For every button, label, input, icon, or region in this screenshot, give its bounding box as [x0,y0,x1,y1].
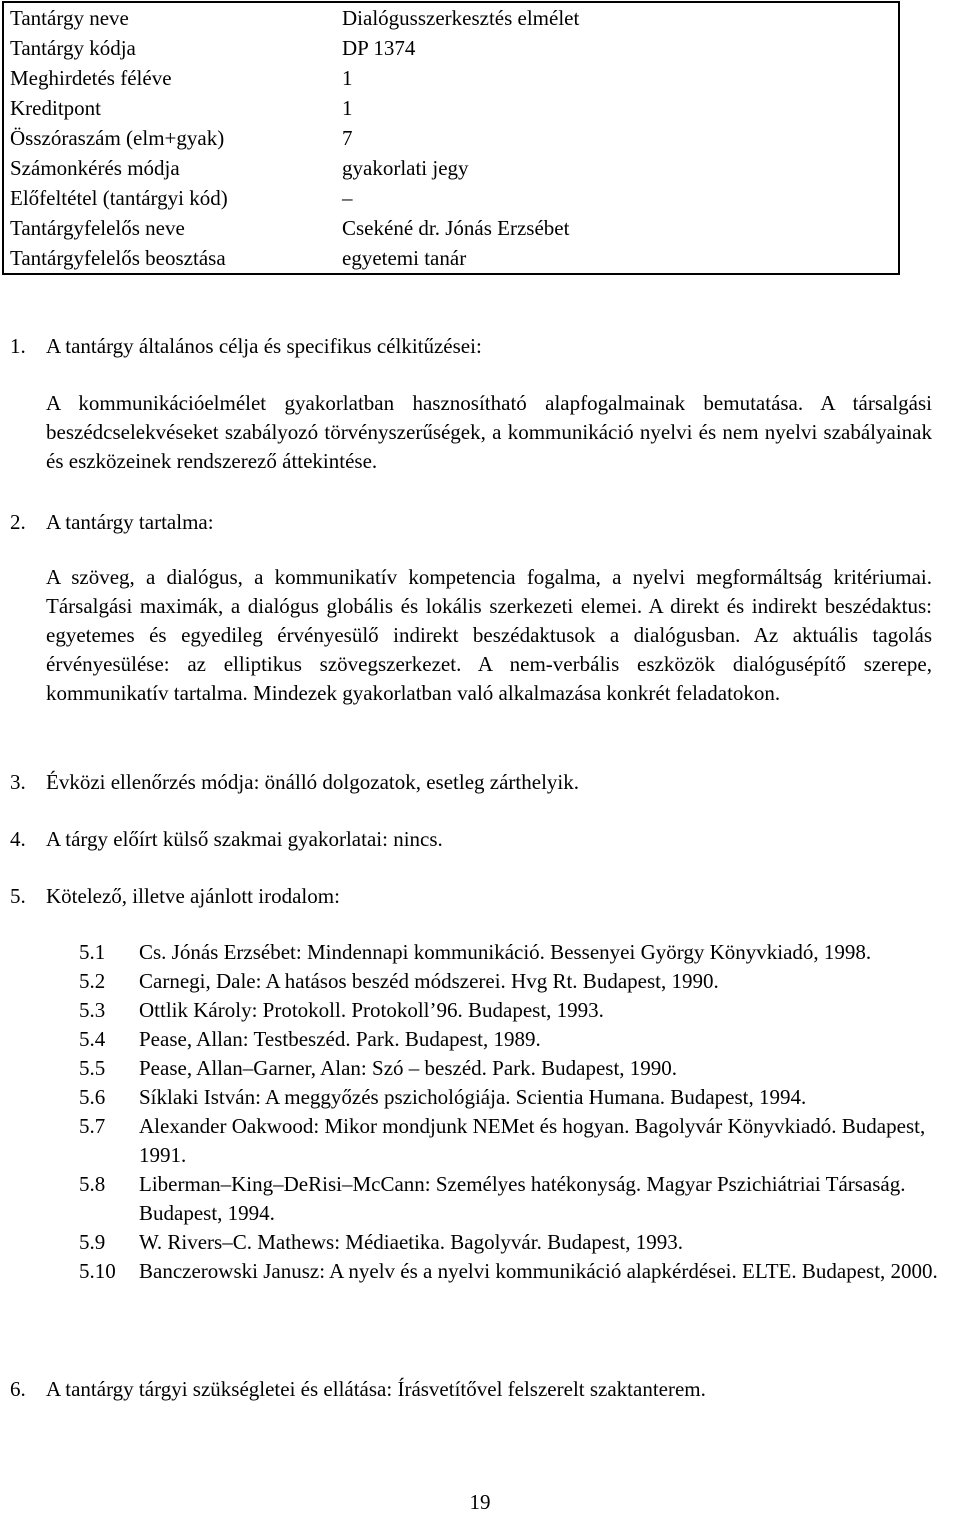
prerequisite-value: – [342,186,353,210]
credit-value: 1 [342,96,353,120]
semester-value: 1 [342,66,353,90]
table-row [3,93,899,123]
reference-text: W. Rivers–C. Mathews: Médiaetika. Bagolyvár. Budapest, 1993. [139,1230,683,1254]
section-title: Kötelező, illetve ajánlott irodalom: [46,884,340,908]
reference-text: Pease, Allan–Garner, Alan: Szó – beszéd. Park. Budapest, 1990. [139,1056,678,1080]
reference-list [79,938,959,1286]
course-name-label: Tantárgy neve [10,6,129,30]
section-1-heading [10,332,482,360]
section-paragraph: A kommunikációelmélet gyakorlatban hasznosítható alapfogalmainak bemutatása. A társalgási beszédcselekvéseket szabályozó törvényszerűségek, a kommunikáció nyelvi és nem nyelvi szabályainak és eszközeinek rendszerező áttekintése. [46,391,932,473]
section-2-heading [10,508,214,536]
section-title: A tantárgy tartalma: [46,510,214,534]
list-item [79,1112,959,1170]
responsible-position-value: egyetemi tanár [342,246,467,270]
reference-text: Pease, Allan: Testbeszéd. Park. Budapest, 1989. [139,1027,541,1051]
reference-number: 5.5 [79,1056,106,1080]
table-row [3,2,899,33]
page-number: 19 [469,1490,491,1514]
section-3-heading [10,768,579,796]
reference-text: Liberman–King–DeRisi–McCann: Személyes hatékonyság. Magyar Pszichiátriai Társaság. Budapest, 1994. [139,1172,906,1225]
reference-text: Síklaki István: A meggyőzés pszichológiája. Scientia Humana. Budapest, 1994. [139,1085,807,1109]
list-item [79,1170,959,1228]
total-hours-value: 7 [342,126,353,150]
reference-number: 5.3 [79,998,106,1022]
reference-number: 5.2 [79,969,106,993]
course-code-value: DP 1374 [342,36,416,60]
reference-number: 5.10 [79,1259,116,1283]
credit-label: Kreditpont [10,96,101,120]
reference-text: Cs. Jónás Erzsébet: Mindennapi kommunikáció. Bessenyei György Könyvkiadó, 1998. [139,940,872,964]
list-item [79,1054,959,1083]
section-title: Évközi ellenőrzés módja: önálló dolgozatok, esetleg zárthelyik. [46,770,579,794]
section-6-heading [10,1375,706,1403]
assessment-value: gyakorlati jegy [342,156,469,180]
table-row [3,63,899,93]
course-code-label: Tantárgy kódja [10,36,136,60]
section-number: 4. [10,827,26,851]
responsible-position-label: Tantárgyfelelős beosztása [10,246,226,270]
table-row [3,33,899,63]
reference-number: 5.9 [79,1230,106,1254]
section-number: 3. [10,770,26,794]
list-item [79,1228,959,1257]
table-row [3,123,899,153]
reference-text: Alexander Oakwood: Mikor mondjunk NEMet és hogyan. Bagolyvár Könyvkiadó. Budapest, 1991. [139,1114,926,1167]
section-4-heading [10,825,443,853]
reference-number: 5.6 [79,1085,106,1109]
section-5-heading [10,882,340,910]
section-number: 5. [10,884,26,908]
total-hours-label: Összóraszám (elm+gyak) [10,126,225,150]
reference-text: Banczerowski Janusz: A nyelv és a nyelvi kommunikáció alapkérdései. ELTE. Budapest, 2000. [139,1259,938,1283]
list-item [79,938,959,967]
section-title: A tantárgy tárgyi szükségletei és ellátása: Írásvetítővel felszerelt szaktanterem. [46,1377,706,1401]
course-info-table [2,1,900,275]
list-item [79,1257,959,1286]
section-title: A tárgy előírt külső szakmai gyakorlatai: nincs. [46,827,443,851]
reference-number: 5.1 [79,940,106,964]
section-number: 2. [10,510,26,534]
reference-text: Carnegi, Dale: A hatásos beszéd módszerei. Hvg Rt. Budapest, 1990. [139,969,719,993]
section-number: 1. [10,334,26,358]
semester-label: Meghirdetés féléve [10,66,172,90]
section-paragraph: A szöveg, a dialógus, a kommunikatív kompetencia fogalma, a nyelvi megformáltság kritériumai. Társalgási maximák, a dialógus globális és lokális szerkezeti elemei. A direkt és indirekt beszédaktus: egyetemes és egyedileg érvényesülő indirekt beszédaktusok a dialógusban. Az aktuális tagolás érvényesülése: az elliptikus szövegszerkezet. A nem-verbális eszközök dialógusépítő szerepe, kommunikatív tartalma. Mindezek gyakorlatban való alkalmazása konkrét feladatokon. [46,565,932,705]
list-item [79,1083,959,1112]
list-item [79,996,959,1025]
reference-text: Ottlik Károly: Protokoll. Protokoll’96. Budapest, 1993. [139,998,604,1022]
table-row [3,243,899,274]
table-row [3,153,899,183]
list-item [79,1025,959,1054]
prerequisite-label: Előfeltétel (tantárgyi kód) [10,186,228,210]
section-title: A tantárgy általános célja és specifikus célkitűzései: [46,334,482,358]
responsible-name-label: Tantárgyfelelős neve [10,216,185,240]
assessment-label: Számonkérés módja [10,156,180,180]
section-1-body [46,389,932,476]
table-row [3,213,899,243]
course-name-value: Dialógusszerkesztés elmélet [342,6,580,30]
reference-number: 5.4 [79,1027,106,1051]
section-number: 6. [10,1377,26,1401]
section-2-body [46,563,932,708]
responsible-name-value: Csekéné dr. Jónás Erzsébet [342,216,570,240]
table-row [3,183,899,213]
reference-number: 5.7 [79,1114,106,1138]
reference-number: 5.8 [79,1172,106,1196]
list-item [79,967,959,996]
